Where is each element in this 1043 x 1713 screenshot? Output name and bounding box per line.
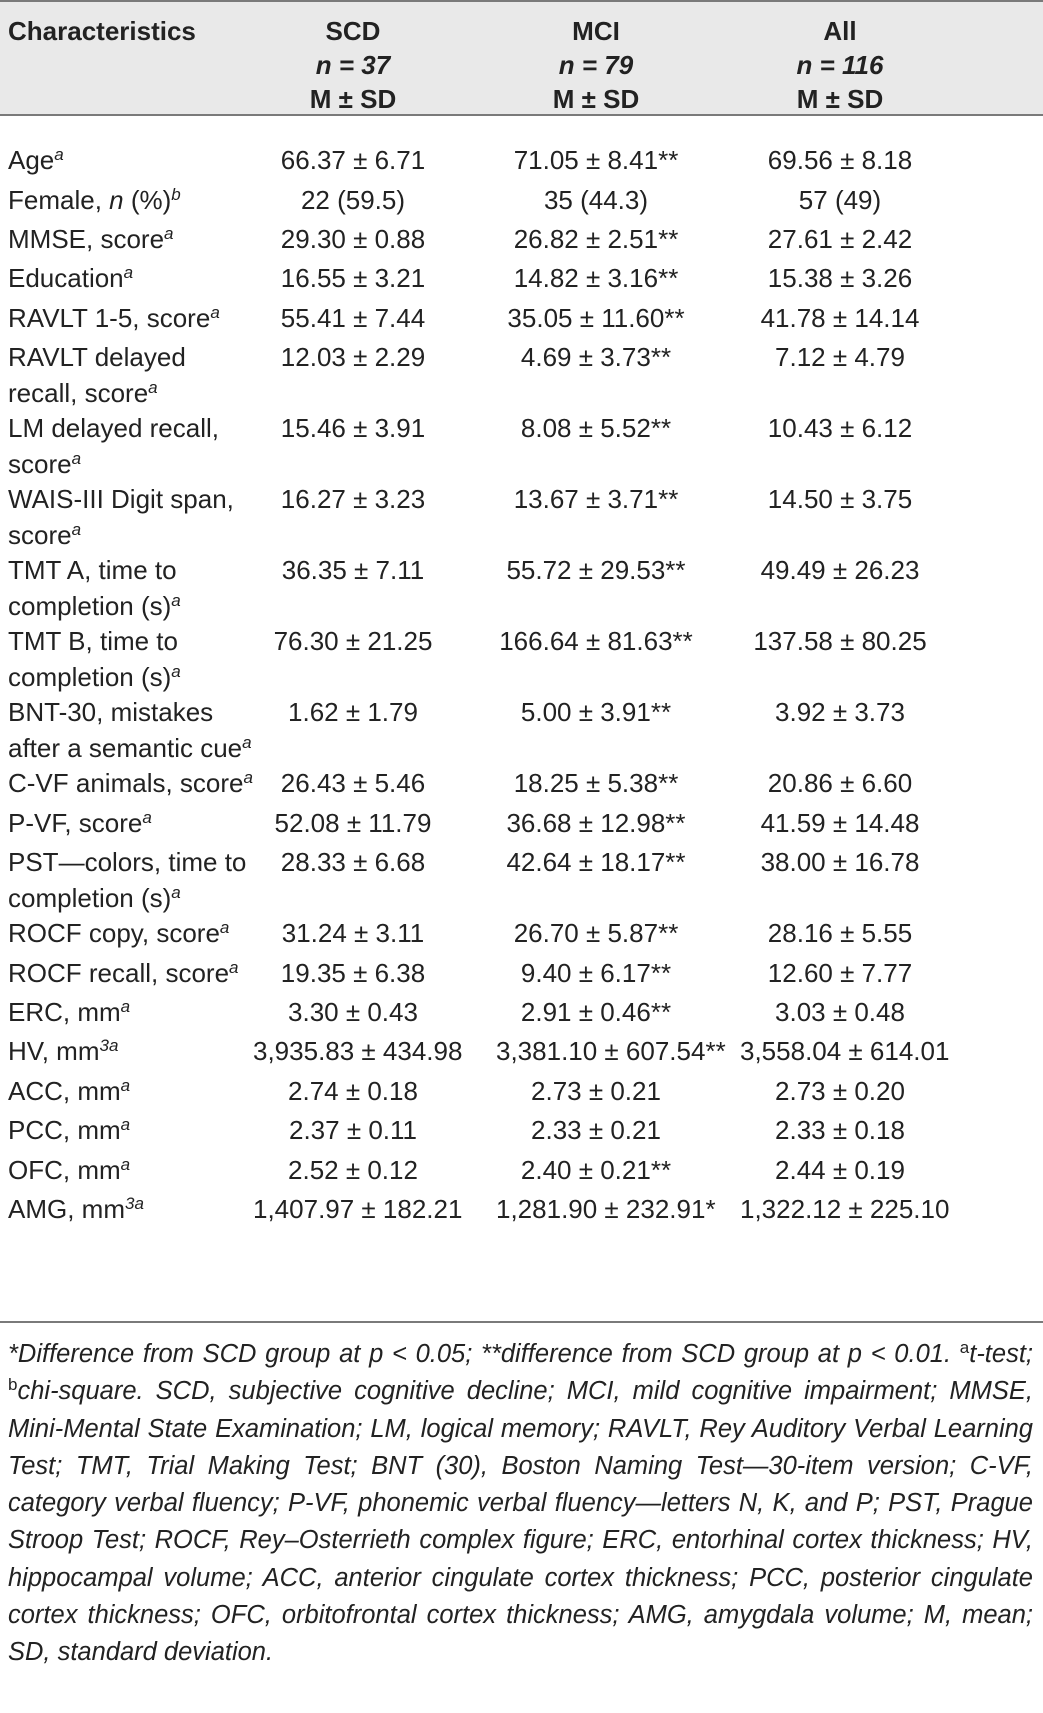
column-header-all: [740, 14, 940, 116]
footnote-significance: *Difference from SCD group at p < 0.05; **difference from SCD group at p < 0.01.: [8, 1340, 952, 1368]
cell-scd: 15.46 ± 3.91: [280, 413, 426, 443]
cell-all: 10.43 ± 6.12: [767, 413, 913, 443]
cell-all: 2.44 ± 0.19: [775, 1155, 905, 1185]
row-label: [8, 1033, 253, 1069]
row-label-superscript: a: [219, 918, 230, 937]
row-label-text: C-VF animals, score: [8, 768, 244, 798]
cell-scd: 2.52 ± 0.12: [288, 1155, 418, 1185]
cell-all: 2.33 ± 0.18: [775, 1115, 905, 1145]
column-n: n = 37: [315, 50, 391, 80]
row-label-text: AMG, mm: [8, 1194, 125, 1224]
cell-all: 27.61 ± 2.42: [767, 224, 913, 254]
row-label-text: ROCF copy, score: [8, 918, 220, 948]
row-label-superscript: a: [229, 958, 239, 977]
row-label: [8, 221, 253, 257]
row-label-superscript: a: [54, 145, 64, 164]
cell-all: 41.59 ± 14.48: [760, 808, 920, 838]
cell-scd: 52.08 ± 11.79: [274, 808, 432, 838]
footnote-abbreviations: chi-square. SCD, subjective cognitive decline; MCI, mild cognitive impairment; MMSE, Mini-Mental State Examination; LM, logical memory; RAVLT, Rey Auditory Verbal Learning Test; TMT, Trial Making Test; BNT (30), Boston Naming Test—30-item version; C-VF, category verbal fluency; P-VF, phonemic verbal fluency—letters N, K, and P; PST, Prague Stroop Test; ROCF, Rey–Osterrieth complex figure; ERC, entorhinal cortex thickness; HV, hippocampal volume; ACC, anterior cingulate cortex thickness; PCC, posterior cingulate cortex thickness; OFC, orbitofrontal cortex thickness; AMG, amygdala volume; M, mean; SD, standard deviation.: [8, 1377, 1033, 1667]
column-group: All: [823, 16, 857, 46]
cell-all: 57 (49): [798, 185, 882, 215]
cell-all: 14.50 ± 3.75: [767, 484, 913, 514]
cell-mci: 13.67 ± 3.71**: [513, 484, 679, 514]
cell-mci: 26.82 ± 2.51**: [513, 224, 679, 254]
cell-scd: 28.33 ± 6.68: [280, 847, 426, 877]
column-n: n = 116: [796, 50, 884, 80]
row-label-superscript: b: [171, 185, 181, 204]
row-label-superscript: 3a: [99, 1036, 119, 1055]
row-label-text: RAVLT delayed recall, score: [8, 342, 186, 408]
row-label-superscript: 3a: [125, 1194, 144, 1213]
column-header-scd: [253, 14, 453, 116]
footnote-sup-a: a: [959, 1338, 970, 1357]
cell-mci: 2.40 ± 0.21**: [520, 1155, 672, 1185]
row-label-superscript: a: [171, 591, 181, 610]
row-label-superscript: a: [123, 263, 134, 282]
row-label: [8, 1152, 253, 1188]
row-label-text: OFC, mm: [8, 1155, 121, 1185]
row-label-superscript: a: [120, 1115, 131, 1134]
row-label-text: Female, n (%): [8, 185, 172, 215]
row-label: [8, 1073, 253, 1109]
cell-all: 69.56 ± 8.18: [767, 145, 913, 175]
cell-scd: 1,407.97 ± 182.21: [253, 1194, 463, 1224]
cell-mci: 9.40 ± 6.17**: [520, 958, 672, 988]
cell-mci: 14.82 ± 3.16**: [513, 263, 679, 293]
row-label: [8, 339, 253, 411]
row-label: [8, 1112, 253, 1148]
row-label-superscript: a: [171, 883, 181, 902]
cell-mci: 71.05 ± 8.41**: [513, 145, 679, 175]
cell-scd: 29.30 ± 0.88: [280, 224, 426, 254]
cell-mci: 26.70 ± 5.87**: [513, 918, 679, 948]
row-label: [8, 300, 253, 336]
row-label-text: ACC, mm: [8, 1076, 121, 1106]
cell-mci: 55.72 ± 29.53**: [506, 555, 686, 585]
row-label: [8, 552, 253, 624]
table-footnote: [8, 1336, 1033, 1672]
row-label: [8, 481, 253, 553]
cell-all: 15.38 ± 3.26: [767, 263, 913, 293]
characteristics-header: Characteristics: [8, 16, 196, 46]
row-label-text: HV, mm: [8, 1036, 100, 1066]
row-label-text: BNT-30, mistakes after a semantic cue: [8, 697, 243, 763]
cell-mci: 35.05 ± 11.60**: [507, 303, 685, 333]
cell-all: 1,322.12 ± 225.10: [740, 1194, 950, 1224]
row-label-superscript: a: [164, 224, 174, 243]
row-label-superscript: a: [148, 378, 158, 397]
cell-mci: 3,381.10 ± 607.54**: [496, 1036, 726, 1066]
cell-all: 41.78 ± 14.14: [760, 303, 920, 333]
row-label: [8, 1191, 253, 1227]
row-label-superscript: a: [71, 449, 82, 468]
row-label: [8, 955, 253, 991]
column-header-mci: [496, 14, 696, 116]
cell-mci: 2.33 ± 0.21: [531, 1115, 661, 1145]
cell-mci: 166.64 ± 81.63**: [499, 626, 693, 656]
row-label: [8, 994, 253, 1030]
footnote-ttest: t-test;: [969, 1340, 1033, 1368]
cell-all: 3.92 ± 3.73: [775, 697, 905, 727]
cell-scd: 76.30 ± 21.25: [273, 626, 433, 656]
cell-mci: 35 (44.3): [543, 185, 649, 215]
cell-mci: 36.68 ± 12.98**: [506, 808, 686, 838]
row-label-text: P-VF, score: [8, 808, 143, 838]
top-rule: [0, 0, 1043, 2]
footnote-sup-b: b: [8, 1375, 18, 1395]
row-label-text: TMT B, time to completion (s): [8, 626, 178, 692]
column-stat: M ± SD: [309, 84, 397, 114]
row-label-text: TMT A, time to completion (s): [8, 555, 177, 621]
cell-all: 3.03 ± 0.48: [775, 997, 905, 1027]
column-group: SCD: [325, 16, 381, 46]
row-label-superscript: a: [171, 662, 181, 681]
cell-all: 28.16 ± 5.55: [767, 918, 913, 948]
row-label-text: WAIS-III Digit span, score: [8, 484, 234, 550]
cell-scd: 66.37 ± 6.71: [280, 145, 426, 175]
cell-all: 20.86 ± 6.60: [767, 768, 913, 798]
row-label-text: ERC, mm: [8, 997, 121, 1027]
row-label-superscript: a: [142, 808, 152, 827]
row-label: [8, 765, 253, 801]
row-label: [8, 182, 253, 218]
row-label: [8, 142, 253, 178]
column-stat: M ± SD: [796, 84, 884, 114]
row-label-superscript: a: [243, 768, 253, 787]
row-label: [8, 805, 253, 841]
cell-scd: 3.30 ± 0.43: [288, 997, 418, 1027]
row-label-text: Education: [8, 263, 124, 293]
cell-scd: 55.41 ± 7.44: [280, 303, 426, 333]
cell-scd: 12.03 ± 2.29: [280, 342, 426, 372]
row-label-text: PST—colors, time to completion (s): [8, 847, 247, 913]
row-label-text: PCC, mm: [8, 1115, 121, 1145]
cell-scd: 16.55 ± 3.21: [280, 263, 426, 293]
cell-mci: 2.73 ± 0.21: [531, 1076, 661, 1106]
row-label-text: Age: [8, 145, 55, 175]
row-label: [8, 694, 253, 766]
row-label-text: RAVLT 1-5, score: [8, 303, 211, 333]
cell-scd: 2.37 ± 0.11: [289, 1115, 417, 1145]
column-n: n = 79: [558, 50, 634, 80]
cell-mci: 8.08 ± 5.52**: [520, 413, 672, 443]
row-label-superscript: a: [120, 1076, 131, 1095]
cell-all: 38.00 ± 16.78: [760, 847, 920, 877]
cell-mci: 42.64 ± 18.17**: [506, 847, 686, 877]
cell-scd: 19.35 ± 6.38: [280, 958, 426, 988]
row-label-superscript: a: [242, 733, 252, 752]
cell-mci: 2.91 ± 0.46**: [520, 997, 672, 1027]
row-label-superscript: a: [210, 303, 220, 322]
cell-all: 7.12 ± 4.79: [775, 342, 905, 372]
cell-all: 2.73 ± 0.20: [775, 1076, 905, 1106]
bottom-rule: [0, 1321, 1043, 1323]
cell-mci: 1,281.90 ± 232.91*: [496, 1194, 716, 1224]
cell-all: 137.58 ± 80.25: [753, 626, 927, 656]
row-label-text: ROCF recall, score: [8, 958, 230, 988]
cell-scd: 2.74 ± 0.18: [288, 1076, 418, 1106]
row-label: [8, 260, 253, 296]
cell-scd: 26.43 ± 5.46: [280, 768, 426, 798]
column-stat: M ± SD: [552, 84, 640, 114]
cell-scd: 3,935.83 ± 434.98: [253, 1036, 463, 1066]
cell-scd: 16.27 ± 3.23: [280, 484, 426, 514]
row-label-superscript: a: [120, 1155, 131, 1174]
row-label: [8, 844, 253, 916]
cell-all: 12.60 ± 7.77: [767, 958, 913, 988]
column-group: MCI: [572, 16, 620, 46]
cell-mci: 4.69 ± 3.73**: [520, 342, 672, 372]
cell-mci: 18.25 ± 5.38**: [513, 768, 679, 798]
row-label-text: MMSE, score: [8, 224, 165, 254]
row-label: [8, 623, 253, 695]
cell-all: 3,558.04 ± 614.01: [740, 1036, 950, 1066]
cell-scd: 1.62 ± 1.79: [288, 697, 418, 727]
cell-scd: 31.24 ± 3.11: [281, 918, 425, 948]
row-label-superscript: a: [120, 997, 131, 1016]
cell-scd: 36.35 ± 7.11: [281, 555, 425, 585]
cell-mci: 5.00 ± 3.91**: [520, 697, 672, 727]
row-label: [8, 410, 253, 482]
cell-scd: 22 (59.5): [300, 185, 406, 215]
row-label-superscript: a: [71, 520, 82, 539]
row-label: [8, 915, 253, 951]
cell-all: 49.49 ± 26.23: [760, 555, 920, 585]
row-label-text: LM delayed recall, score: [8, 413, 219, 479]
